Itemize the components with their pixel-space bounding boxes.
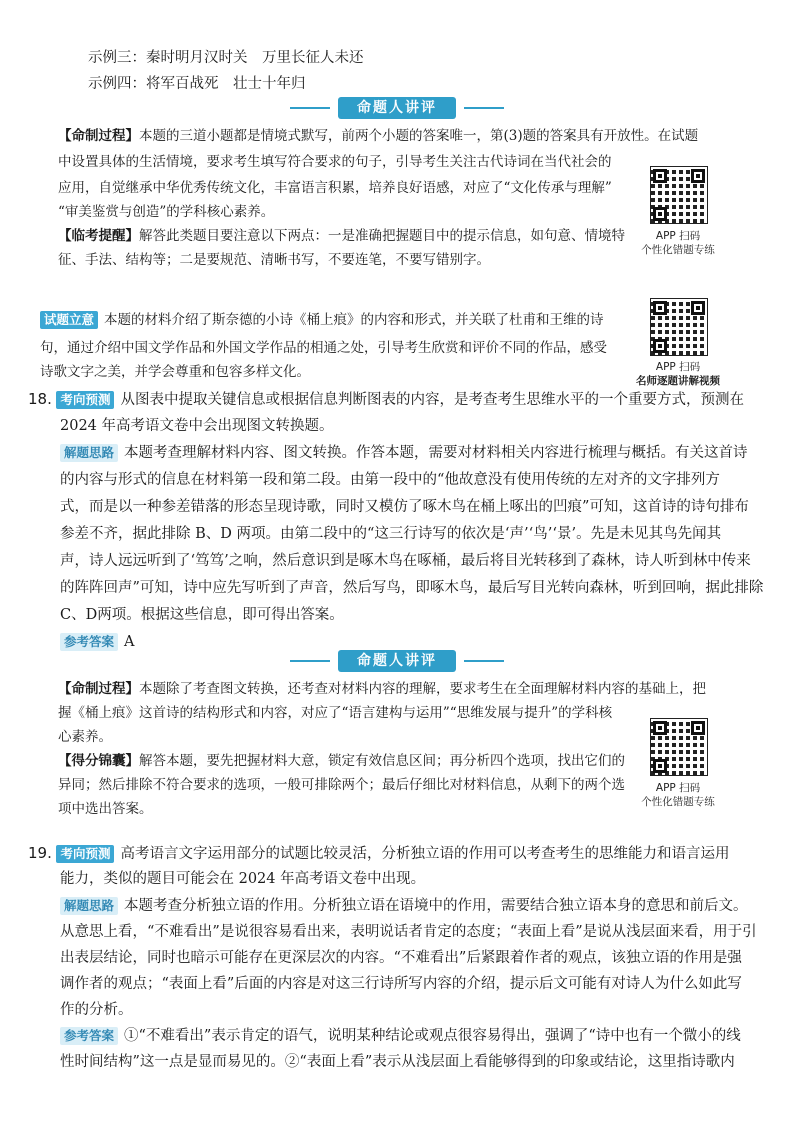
tip-paragraph-1 (58, 226, 625, 246)
q18-answer (60, 632, 135, 652)
prediction-tag: 考向预测 (56, 845, 114, 863)
qr-caption-line: APP 扫码 (655, 361, 701, 373)
qr-caption-line: APP 扫码 (655, 782, 701, 794)
process-line: 握《桶上痕》这首诗的结构形式和内容，对应了“语言建构与运用”“思维发展与提升”的学科核 (58, 705, 613, 721)
thinking-tag: 解题思路 (60, 444, 118, 462)
q18-prediction (28, 389, 744, 410)
tip-label: 【临考提醒】 (58, 228, 139, 244)
process-line: 中设置具体的生活情境，要求考生填写符合要求的句子，引导考生关注古代诗词在当代社会的 (58, 154, 612, 170)
thinking-line: 参差不齐，据此排除 B、D 两项。由第二段中的“这三行诗写的依次是‘声’‘鸟’‘景’。先是未见其鸟先闻其 (60, 526, 722, 542)
qr-code[interactable] (650, 298, 708, 356)
intent-line: 诗歌文字之美，并学会尊重和包容多样文化。 (40, 364, 310, 380)
qr-caption-line: 名师逐题讲解视频 (636, 375, 720, 387)
q18-thinking (60, 443, 748, 463)
intent-text: 本题的材料介绍了斯奈德的小诗《桶上痕》的内容和形式，并关联了杜甫和王维的诗 (104, 312, 604, 328)
question-number: 18. (28, 390, 52, 408)
intent-line: 句，通过介绍中国文学作品和外国文学作品的相通之处，引导考生欣赏和评价不同的作品，感受 (40, 340, 607, 356)
process-paragraph-2 (58, 679, 706, 699)
intent-tag: 试题立意 (40, 311, 98, 329)
thinking-line: 的内容与形式的信息在材料第一段和第二段。由第一段中的“他故意没有使用传统的左对齐的文字排列方 (60, 472, 720, 488)
thinking-text: 本题考查理解材料内容、图文转换。作答本题，需要对材料相关内容进行梳理与概括。有关这首诗 (124, 445, 748, 461)
qr-caption-line: 个性化错题专练 (641, 244, 715, 256)
example-3: 示例三：秦时明月汉时关 万里长征人未还 (88, 50, 364, 66)
intent-paragraph (40, 310, 604, 330)
process-line: 心素养。 (58, 729, 112, 745)
thinking-line: 声，诗人远远听到了‘笃笃’之响，然后意识到是啄木鸟在啄桶，最后将目光转移到了森林，诗人听到林中传来 (60, 553, 751, 569)
process-label: 【命制过程】 (58, 681, 139, 697)
qr-caption-line: 个性化错题专练 (641, 796, 715, 808)
qr-caption (630, 229, 726, 257)
thinking-line: 出表层结论，同时也暗示可能存在更深层次的内容。“不难看出”后紧跟着作者的观点，该独立语的作用是强 (60, 950, 742, 966)
thinking-line: C、D两项。根据这些信息，即可得出答案。 (60, 607, 344, 623)
thinking-line: 作的分析。 (60, 1002, 133, 1018)
thinking-text: 本题考查分析独立语的作用。分析独立语在语境中的作用，需要结合独立语本身的意思和前后文。 (124, 898, 748, 914)
prediction-tag: 考向预测 (56, 391, 114, 409)
process-text: 本题的三道小题都是情境式默写，前两个小题的答案唯一，第(3)题的答案具有开放性。在试题 (139, 128, 699, 144)
tip-line: 项中选出答案。 (58, 801, 153, 817)
thinking-line: 的阵阵回声”可知，诗中应先写听到了声音，然后写鸟，即啄木鸟，最后写目光转向森林，听到回响，据此排除 (60, 580, 764, 596)
prediction-text: 高考语言文字运用部分的试题比较灵活，分析独立语的作用可以考查考生的思维能力和语言运用 (120, 846, 730, 862)
answer-text: ①“不难看出”表示肯定的语气，说明某种结论或观点很容易得出，强调了“诗中也有一个微小的线 (124, 1028, 741, 1044)
commentary-banner: 命题人讲评 (338, 650, 456, 672)
example-4: 示例四：将军百战死 壮士十年归 (88, 76, 306, 92)
answer-tag: 参考答案 (60, 1027, 118, 1045)
qr-caption-line: APP 扫码 (655, 230, 701, 242)
process-line: “审美鉴赏与创造”的学科核心素养。 (58, 204, 275, 220)
q19-thinking (60, 896, 748, 916)
tip-line: 异同；然后排除不符合要求的选项，一般可排除两个；最后仔细比对材料信息，从剩下的两个选 (58, 777, 625, 793)
prediction-line: 能力，类似的题目可能会在 2024 年高考语文卷中出现。 (60, 871, 426, 887)
qr-caption (630, 781, 726, 809)
thinking-tag: 解题思路 (60, 897, 118, 915)
qr-code[interactable] (650, 166, 708, 224)
process-paragraph-1 (58, 126, 698, 146)
q19-answer (60, 1026, 741, 1046)
tip-paragraph-2 (58, 751, 625, 771)
thinking-line: 调作者的观点；“表面上看”后面的内容是对这三行诗所写内容的介绍，提示后文可能有对诗人为什么如此写 (60, 976, 742, 992)
answer-tag: 参考答案 (60, 633, 118, 651)
prediction-line: 2024 年高考语文卷中会出现图文转换题。 (60, 418, 334, 434)
tip-line: 征、手法、结构等；二是要规范、清晰书写，不要连笔，不要写错别字。 (58, 252, 490, 268)
tip-label: 【得分锦囊】 (58, 753, 139, 769)
qr-caption (626, 360, 730, 388)
tip-text: 解答本题，要先把握材料大意，锁定有效信息区间；再分析四个选项，找出它们的 (139, 753, 625, 769)
process-label: 【命制过程】 (58, 128, 139, 144)
answer-line: 性时间结构”这一点是显而易见的。②“表面上看”表示从浅层面上看能够得到的印象或结论，这里指诗歌内 (60, 1054, 735, 1070)
question-number: 19. (28, 844, 52, 862)
thinking-line: 从意思上看，“不难看出”是说很容易看出来，表明说话者肯定的态度；“表面上看”是说从浅层面来看，用于引 (60, 924, 757, 940)
tip-text: 解答此类题目要注意以下两点：一是准确把握题目中的提示信息，如句意、情境特 (139, 228, 625, 244)
thinking-line: 式，而是以一种参差错落的形态呈现诗歌，同时又模仿了啄木鸟在桶上啄出的凹痕”可知，这首诗的诗句排布 (60, 499, 749, 515)
commentary-banner: 命题人讲评 (338, 97, 456, 119)
prediction-text: 从图表中提取关键信息或根据信息判断图表的内容，是考查考生思维水平的一个重要方式，预测在 (120, 392, 744, 408)
process-text: 本题除了考查图文转换，还考查对材料内容的理解，要求考生在全面理解材料内容的基础上，把 (139, 681, 706, 697)
process-line: 应用，自觉继承中华优秀传统文化，丰富语言积累，培养良好语感，对应了“文化传承与理解” (58, 180, 612, 196)
answer-text: A (124, 634, 135, 650)
q19-prediction (28, 843, 729, 864)
qr-code[interactable] (650, 718, 708, 776)
